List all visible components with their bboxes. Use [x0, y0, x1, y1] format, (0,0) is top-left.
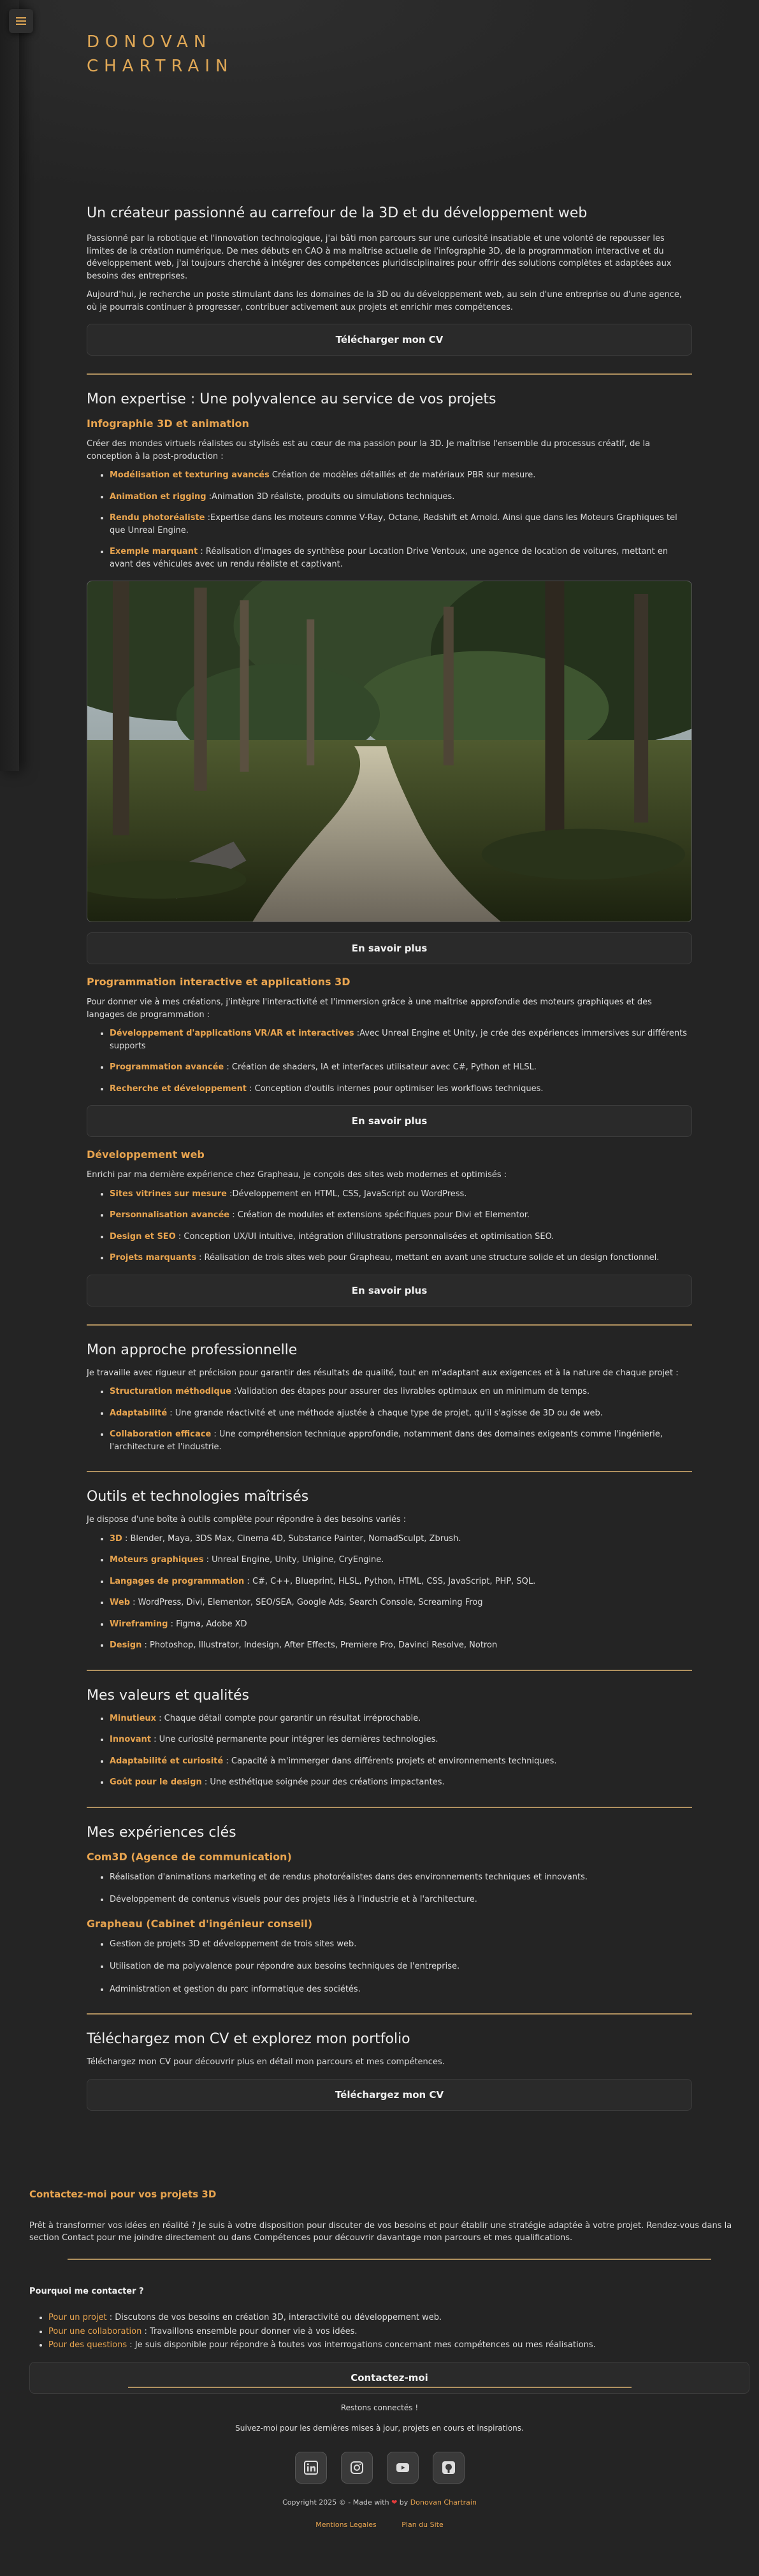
approach-intro: Je travaille avec rigueur et précision pour garantir des résultats de qualité, tout en m'adaptant aux exigences et à la nature de chaque projet :	[87, 1368, 679, 1378]
list-item	[110, 1061, 692, 1074]
list-item-label: Animation et rigging	[110, 491, 206, 502]
list-item-text: : Travaillons ensemble pour donner vie à vos idées.	[141, 2326, 358, 2336]
copyright-prefix: Copyright 2025 © - Made with	[282, 2498, 389, 2507]
list-item-label: Web	[110, 1598, 130, 1607]
list-item-text: : Une esthétique soignée pour des créations impactantes.	[201, 1777, 445, 1787]
web-title: Développement web	[87, 1148, 205, 1161]
grapheau-list	[110, 1938, 692, 1996]
list-item	[110, 1027, 692, 1052]
programmation-list	[110, 1027, 692, 1095]
hamburger-icon	[16, 20, 26, 22]
infographie-more-button[interactable]: En savoir plus	[87, 932, 692, 964]
list-item-text: : Discutons de vos besoins en création 3D, interactivité ou développement web.	[106, 2313, 442, 2322]
copyright	[0, 2498, 759, 2508]
contact-button[interactable]: Contactez-moi	[29, 2362, 749, 2394]
download-cv-button[interactable]: Télécharger mon CV	[87, 324, 692, 356]
why-contact-title: Pourquoi me contacter ?	[29, 2286, 144, 2296]
linkedin-icon	[303, 2460, 319, 2475]
list-item-label: Modélisation et texturing avancés	[110, 470, 270, 480]
github-button[interactable]	[433, 2452, 465, 2484]
menu-toggle-button[interactable]	[9, 9, 33, 33]
list-item-text: : Réalisation d'images de synthèse pour Location Drive Ventoux, une agence de location de voitures, mettant en avant des véhicules avec un rendu réaliste et captivant.	[110, 547, 669, 569]
list-item-text: : Une compréhension technique approfondie, notamment dans des domaines exigeants comme l'ingénierie, l'architecture et l'industrie.	[110, 1429, 663, 1452]
list-item	[110, 1533, 692, 1545]
experiences-section	[87, 1822, 692, 1996]
list-item-label: 3D	[110, 1533, 122, 1544]
list-item-text: : Blender, Maya, 3DS Max, Cinema 4D, Substance Painter, NomadSculpt, Zbrush.	[122, 1533, 461, 1544]
list-item-label: Projets marquants	[110, 1253, 196, 1263]
list-item-text: : Création de shaders, IA et interfaces utilisateur avec C#, Python et HLSL.	[224, 1062, 537, 1072]
list-item-text: : Création de modules et extensions spécifiques pour Divi et Elementor.	[229, 1210, 530, 1220]
com3d-title: Com3D (Agence de communication)	[87, 1850, 292, 1863]
contact-text: Prêt à transformer vos idées en réalité ? Je suis à votre disposition pour discuter de vos besoins et pour établir une stratégie adaptée à votre projet. Rendez-vous dans la section Contact pour me joindre directement ou dans Compétences pour découvrir davantage mon parcours et mes qualifications.	[29, 2220, 732, 2243]
download-title: Téléchargez mon CV et explorez mon portfolio	[87, 2031, 410, 2047]
list-item	[110, 1575, 692, 1588]
tools-title: Outils et technologies maîtrisés	[87, 1489, 309, 1505]
programmation-title: Programmation interactive et applications 3D	[87, 976, 351, 988]
list-item: • Gestion de projets 3D et développement de trois sites web.	[110, 1938, 692, 1951]
forest-render-image	[87, 581, 692, 922]
list-item-text: : WordPress, Divi, Elementor, SEO/SEA, Google Ads, Search Console, Screaming Frog	[130, 1598, 483, 1607]
list-item	[110, 1618, 692, 1631]
why-contact-list	[48, 2312, 749, 2352]
linkedin-button[interactable]	[295, 2452, 327, 2484]
list-item	[110, 1733, 692, 1746]
list-item	[110, 1209, 692, 1222]
web-list	[110, 1188, 692, 1264]
contact-title: Contactez-moi pour vos projets 3D	[29, 2189, 217, 2200]
list-item	[110, 1755, 692, 1768]
list-item	[110, 1596, 692, 1609]
experiences-title: Mes expériences clés	[87, 1824, 236, 1841]
list-item-label: Adaptabilité	[110, 1408, 168, 1418]
instagram-icon	[349, 2460, 365, 2475]
list-item	[48, 2312, 749, 2324]
hero-title: Un créateur passionné au carrefour de la 3D et du développement web	[87, 205, 588, 221]
list-item-label: Structuration méthodique	[110, 1387, 231, 1396]
list-item-label: Recherche et développement	[110, 1083, 247, 1094]
list-item-label: Développement d'applications VR/AR et interactives	[110, 1029, 354, 1038]
section-divider	[87, 1807, 692, 1808]
list-item-label: Moteurs graphiques	[110, 1555, 204, 1565]
social-links	[0, 2452, 759, 2484]
list-item-label: Design	[110, 1640, 142, 1650]
section-divider	[87, 373, 692, 375]
tools-list	[110, 1533, 692, 1652]
side-menu-panel	[0, 0, 19, 771]
list-item	[48, 2326, 749, 2338]
list-item-label: Exemple marquant	[110, 547, 198, 556]
list-item-text: :Développement en HTML, CSS, JavaScript ou WordPress.	[226, 1189, 467, 1199]
approach-title: Mon approche professionnelle	[87, 1342, 298, 1358]
list-item-text: : Figma, Adobe XD	[168, 1619, 247, 1629]
programmation-more-button[interactable]: En savoir plus	[87, 1105, 692, 1137]
list-item-label: Adaptabilité et curiosité	[110, 1756, 224, 1766]
list-item-label: Langages de programmation	[110, 1576, 245, 1586]
section-divider	[87, 1324, 692, 1326]
programmation-intro: Pour donner vie à mes créations, j'intègre l'interactivité et l'immersion grâce à une maîtrise approfondie des moteurs graphiques et des langages de programmation :	[87, 997, 652, 1020]
list-item-text: Création de modèles détaillés et de matériaux PBR sur mesure.	[269, 470, 536, 480]
list-item-label: Rendu photoréaliste	[110, 513, 205, 523]
list-item-text: :Animation 3D réaliste, produits ou simulations techniques.	[206, 491, 455, 502]
list-item	[110, 1188, 692, 1201]
list-item-text: : Une curiosité permanente pour intégrer les dernières technologies.	[151, 1735, 438, 1744]
hero-paragraph-1: Passionné par la robotique et l'innovation technologique, j'ai bâti mon parcours sur une curiosité insatiable et une volonté de repousser les limites de la création numérique. De mes débuts en CAO à ma maîtrise actuelle de l'infographie 3D, de la programmation interactive et du développement web, j'ai toujours cherché à intégrer des compétences pluridisciplinaires pour offrir des solutions complètes et adaptées aux besoins des entreprises.	[87, 234, 672, 281]
copyright-by: by	[399, 2498, 408, 2507]
list-item-label: Programmation avancée	[110, 1062, 224, 1072]
list-item-text: : Photoshop, Illustrator, Indesign, After Effects, Premiere Pro, Davinci Resolve, Notron	[141, 1640, 498, 1650]
list-item	[110, 1428, 692, 1453]
list-item	[110, 1639, 692, 1652]
list-item-label: Innovant	[110, 1735, 151, 1744]
list-item-label: Sites vitrines sur mesure	[110, 1189, 227, 1199]
list-item	[110, 1386, 692, 1398]
list-item: • Administration et gestion du parc informatique des sociétés.	[110, 1983, 692, 1996]
approach-list	[110, 1386, 692, 1453]
list-item-text: :Avec Unreal Engine et Unity, je crée des expériences immersives sur différents supports	[110, 1029, 687, 1051]
footer-follow: Suivez-moi pour les dernières mises à jour, projets en cours et inspirations.	[235, 2424, 524, 2433]
list-item-text: :Validation des étapes pour assurer des livrables optimaux en un minimum de temps.	[231, 1387, 590, 1396]
list-item	[110, 546, 692, 570]
list-item	[110, 1252, 692, 1264]
list-item-text: : Conception d'outils internes pour optimiser les workflows techniques.	[246, 1083, 544, 1094]
hero-paragraph-2: Aujourd'hui, je recherche un poste stimulant dans les domaines de la 3D ou du développement web, au sein d'une entreprise ou d'une agence, où je pourrais continuer à progresser, contribuer activement aux projets et enrichir mes compétences.	[87, 290, 682, 312]
list-item-label: Collaboration efficace	[110, 1429, 212, 1439]
legal-links	[0, 2520, 759, 2531]
sitemap-link[interactable]: Plan du Site	[401, 2520, 444, 2529]
section-divider	[87, 1471, 692, 1472]
contact-divider	[68, 2259, 711, 2260]
github-icon	[441, 2460, 456, 2475]
web-more-button[interactable]: En savoir plus	[87, 1275, 692, 1306]
footer-connected: Restons connectés !	[340, 2403, 419, 2412]
list-item	[110, 1231, 692, 1243]
list-item-text: : Une grande réactivité et une méthode ajustée à chaque type de projet, qu'il s'agisse de 3D ou de web.	[167, 1408, 603, 1418]
list-item-label: Pour des questions	[48, 2340, 127, 2350]
contact-section	[29, 2187, 749, 2404]
list-item-text: : Unreal Engine, Unity, Unigine, CryEngine.	[203, 1555, 384, 1565]
values-title: Mes valeurs et qualités	[87, 1687, 249, 1704]
section-divider	[87, 1670, 692, 1671]
list-item	[110, 1776, 692, 1789]
grapheau-title: Grapheau (Cabinet d'ingénieur conseil)	[87, 1917, 313, 1930]
list-item	[110, 1712, 692, 1725]
list-item-text: : C#, C++, Blueprint, HLSL, Python, HTML, CSS, JavaScript, PHP, SQL.	[244, 1576, 536, 1586]
list-item-text: : Capacité à m'immerger dans différents projets et environnements techniques.	[223, 1756, 557, 1766]
list-item	[110, 1554, 692, 1567]
infographie-intro: Créer des mondes virtuels réalistes ou stylisés est au cœur de ma passion pour la 3D. Je maîtrise l'ensemble du processus créatif, de la conception à la post-production :	[87, 439, 651, 461]
instagram-button[interactable]	[341, 2452, 373, 2484]
list-item	[110, 469, 692, 482]
list-item	[110, 491, 692, 503]
list-item-label: Pour une collaboration	[48, 2326, 142, 2336]
download-cv-button-bottom[interactable]: Téléchargez mon CV	[87, 2079, 692, 2111]
logo-line-last-name: CHARTRAIN	[87, 56, 234, 76]
copyright-brand-link[interactable]: Donovan Chartrain	[410, 2498, 477, 2507]
list-item: • Utilisation de ma polyvalence pour répondre aux besoins techniques de l'entreprise.	[110, 1960, 692, 1973]
list-item-label: Wireframing	[110, 1619, 168, 1629]
web-intro: Enrichi par ma dernière expérience chez Grapheau, je conçois des sites web modernes et optimisés :	[87, 1170, 507, 1180]
list-item-label: Design et SEO	[110, 1231, 176, 1241]
list-item-label: Minutieux	[110, 1713, 157, 1723]
list-item	[110, 1083, 692, 1096]
list-item: • Développement de contenus visuels pour des projets liés à l'industrie et à l'architecture.	[110, 1893, 692, 1906]
list-item-label: Goût pour le design	[110, 1777, 202, 1787]
expertise-title: Mon expertise : Une polyvalence au service de vos projets	[87, 391, 496, 407]
tools-intro: Je dispose d'une boîte à outils complète pour répondre à des besoins variés :	[87, 1515, 407, 1524]
site-footer	[0, 2387, 759, 2530]
list-item	[110, 512, 692, 537]
list-item: • Réalisation d'animations marketing et de rendus photoréalistes dans des environnements techniques et innovants.	[110, 1871, 692, 1884]
legal-notice-link[interactable]: Mentions Legales	[315, 2520, 377, 2529]
download-text: Téléchargez mon CV pour découvrir plus en détail mon parcours et mes compétences.	[87, 2057, 445, 2067]
list-item-text: : Je suis disponible pour répondre à toutes vos interrogations concernant mes compétences ou mes réalisations.	[127, 2340, 596, 2350]
list-item-text: : Conception UX/UI intuitive, intégration d'illustrations personnalisées et optimisation SEO.	[175, 1231, 554, 1241]
list-item	[48, 2339, 749, 2352]
infographie-list	[110, 469, 692, 570]
youtube-icon	[395, 2460, 410, 2475]
list-item-label: Pour un projet	[48, 2313, 107, 2322]
logo-line-first-name: DONOVAN	[87, 33, 212, 52]
footer-divider	[128, 2387, 632, 2388]
values-list	[110, 1712, 692, 1789]
infographie-title: Infographie 3D et animation	[87, 417, 249, 430]
heart-icon: ❤	[391, 2498, 398, 2507]
list-item-text: : Réalisation de trois sites web pour Grapheau, mettant en avant une structure solide et un design fonctionnel.	[196, 1253, 660, 1263]
youtube-button[interactable]	[387, 2452, 419, 2484]
list-item-text: : Chaque détail compte pour garantir un résultat irréprochable.	[156, 1713, 421, 1723]
list-item-label: Personnalisation avancée	[110, 1210, 230, 1220]
list-item-text: :Expertise dans les moteurs comme V-Ray, Octane, Redshift et Arnold. Ainsi que dans les Moteurs Graphiques tel que Unreal Engine.	[110, 513, 677, 535]
site-logo[interactable]	[87, 31, 233, 78]
com3d-list	[110, 1871, 692, 1906]
main-content	[87, 203, 692, 2121]
section-divider	[87, 2013, 692, 2015]
list-item	[110, 1407, 692, 1420]
